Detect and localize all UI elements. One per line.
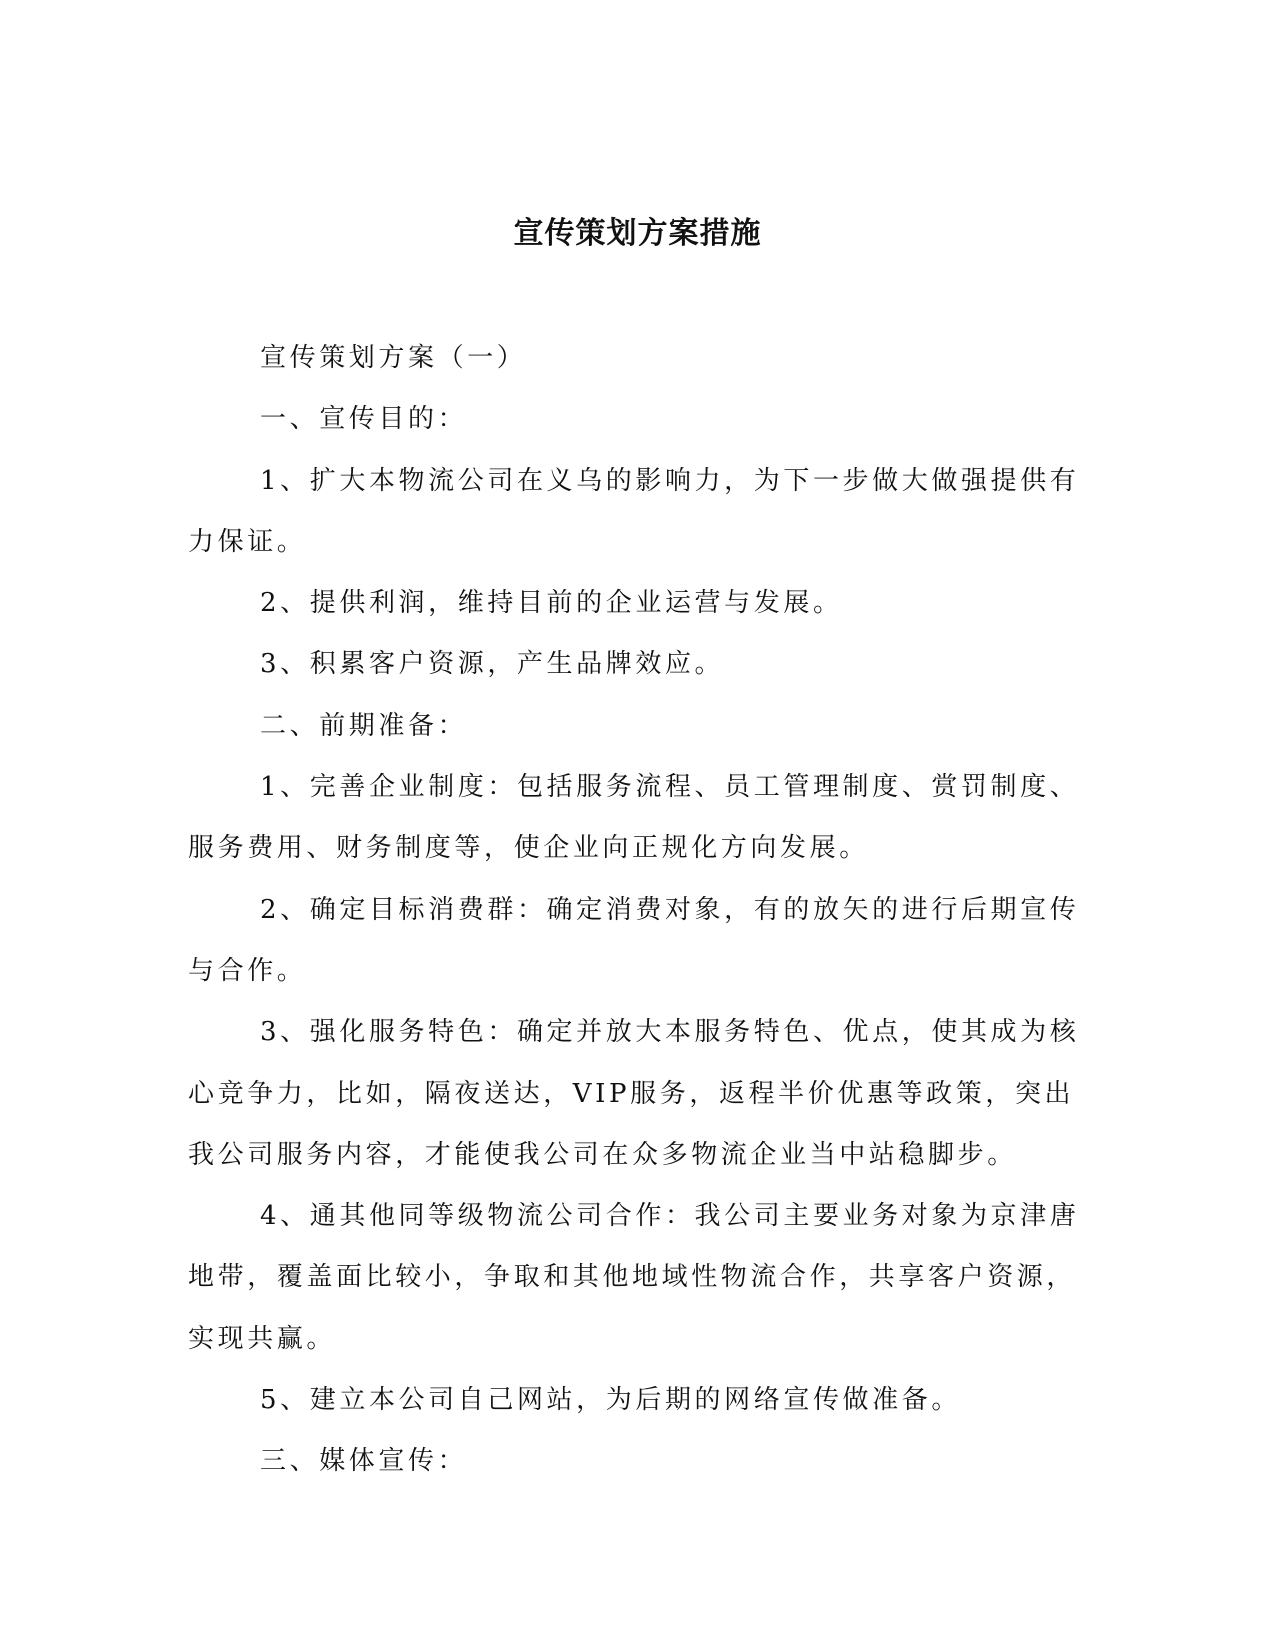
paragraph-purpose-2: 2、提供利润，维持目前的企业运营与发展。 (260, 588, 843, 619)
paragraph-purpose-3: 3、积累客户资源，产生品牌效应。 (260, 649, 725, 680)
paragraph-prep-2: 2、确定目标消费群：确定消费对象，有的放矢的进行后期宣传与合作。 (188, 894, 1080, 986)
paragraph-plan-heading: 宣传策划方案（一） (260, 343, 527, 373)
paragraph-purpose-1: 1、扩大本物流公司在义乌的影响力，为下一步做大做强提供有力保证。 (188, 465, 1080, 557)
document-title: 宣传策划方案措施 (513, 216, 762, 251)
paragraph-prep-5: 5、建立本公司自己网站，为后期的网络宣传做准备。 (260, 1385, 961, 1416)
paragraph-prep-3: 3、强化服务特色：确定并放大本服务特色、优点，使其成为核心竞争力，比如，隔夜送达，VIP服务，返程半价优惠等政策，突出我公司服务内容，才能使我公司在众多物流企业当中站稳脚步。 (188, 1017, 1080, 1170)
paragraph-prep-4: 4、通其他同等级物流公司合作：我公司主要业务对象为京津唐地带，覆盖面比较小，争取和其他地域性物流合作，共享客户资源，实现共赢。 (188, 1201, 1080, 1354)
paragraph-prep-1: 1、完善企业制度：包括服务流程、员工管理制度、赏罚制度、服务费用、财务制度等，使企业向正规化方向发展。 (188, 772, 1080, 864)
paragraph-section-2-heading: 二、前期准备： (260, 710, 468, 741)
document-body (188, 328, 1088, 1493)
paragraph-section-3-heading: 三、媒体宣传： (260, 1446, 468, 1477)
paragraph-section-1-heading: 一、宣传目的： (260, 404, 468, 435)
